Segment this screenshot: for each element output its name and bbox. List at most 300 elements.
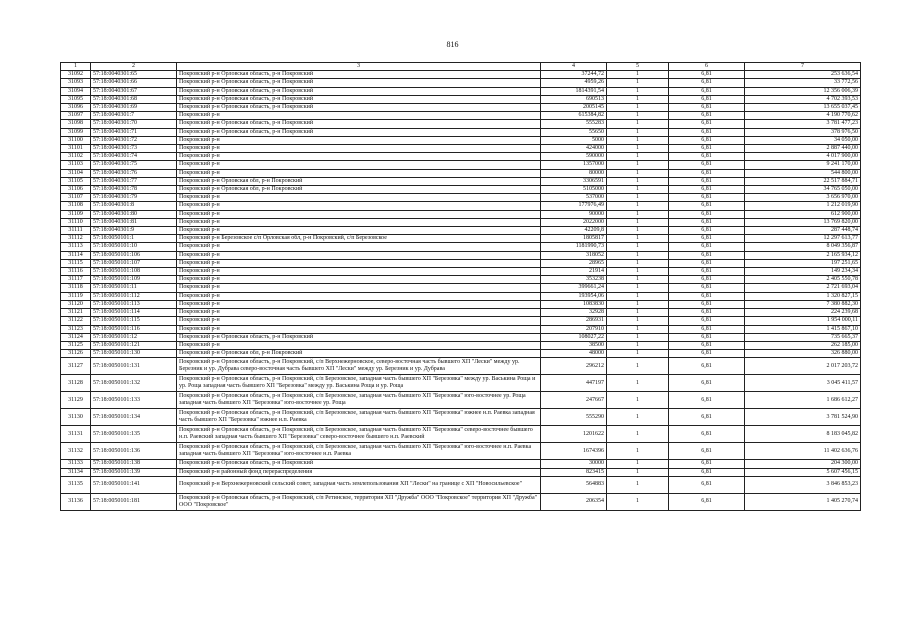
rate-cell: 6,81 xyxy=(669,136,745,144)
value-cell: 3 781 477,23 xyxy=(745,120,861,128)
rate-cell: 6,81 xyxy=(669,268,745,276)
location-cell: Покровский р-н Березовское с/п Орловская обл, р-н Покровский, с/п Березовское xyxy=(177,235,541,243)
count-cell: 1 xyxy=(607,392,669,409)
value-cell: 326 880,00 xyxy=(745,350,861,358)
area-cell: 80000 xyxy=(541,169,607,177)
cadastral-number-cell: 57:18:0040301:76 xyxy=(91,169,177,177)
table-row xyxy=(61,276,861,284)
location-cell: Покровский р-н xyxy=(177,194,541,202)
rate-cell: 6,81 xyxy=(669,392,745,409)
area-cell: 690513 xyxy=(541,95,607,103)
value-cell: 149 234,34 xyxy=(745,268,861,276)
area-cell: 32928 xyxy=(541,309,607,317)
row-number-cell: 31107 xyxy=(61,194,91,202)
area-cell: 590000 xyxy=(541,153,607,161)
cadastral-number-cell: 57:18:0050101:115 xyxy=(91,317,177,325)
value-cell: 3 045 411,57 xyxy=(745,375,861,392)
table-row xyxy=(61,128,861,136)
count-cell: 1 xyxy=(607,493,669,510)
area-cell: 37244,72 xyxy=(541,71,607,79)
area-cell: 1805817 xyxy=(541,235,607,243)
rate-cell: 6,81 xyxy=(669,358,745,375)
cadastral-number-cell: 57:18:0040301:70 xyxy=(91,120,177,128)
table-row xyxy=(61,341,861,349)
rate-cell: 6,81 xyxy=(669,243,745,251)
row-number-cell: 31105 xyxy=(61,177,91,185)
row-number-cell: 31112 xyxy=(61,235,91,243)
location-cell: Покровский р-н xyxy=(177,169,541,177)
area-cell: 3306591 xyxy=(541,177,607,185)
count-cell: 1 xyxy=(607,95,669,103)
row-number-cell: 31129 xyxy=(61,392,91,409)
cadastral-number-cell: 57:18:0040301:69 xyxy=(91,104,177,112)
row-number-cell: 31122 xyxy=(61,317,91,325)
table-row xyxy=(61,309,861,317)
table-row xyxy=(61,468,861,476)
value-cell: 4 017 900,00 xyxy=(745,153,861,161)
cadastral-number-cell: 57:18:0050101:109 xyxy=(91,276,177,284)
location-cell: Покровский р-н xyxy=(177,243,541,251)
location-cell: Покровский р-н Орловская область, р-н Покровский, с/п Березовское, западная часть бывшего ХП "Березовка" между ур. Васькина Роща и ур. Роща западная часть бывшего ХП "Березовка" между ур. Васькина Роща и ур. Роща xyxy=(177,375,541,392)
value-cell: 1 686 612,27 xyxy=(745,392,861,409)
row-number-cell: 31128 xyxy=(61,375,91,392)
location-cell: Покровский р-н xyxy=(177,276,541,284)
row-number-cell: 31131 xyxy=(61,426,91,443)
table-row xyxy=(61,426,861,443)
location-cell: Покровский р-н Орловская область, р-н Покровский, с/п Верхнежерновское, северо-восточная часть бывшего ХП "Лески" между ур. Березник и ур. Дубрава северо-восточная часть бывшего ХП "Лески" между ур. Березник и ур. Дубрава xyxy=(177,358,541,375)
area-cell: 55650 xyxy=(541,128,607,136)
count-cell: 1 xyxy=(607,227,669,235)
table-row xyxy=(61,79,861,87)
area-cell: 318052 xyxy=(541,251,607,259)
rate-cell: 6,81 xyxy=(669,460,745,468)
cadastral-number-cell: 57:18:0050101:114 xyxy=(91,309,177,317)
rate-cell: 6,81 xyxy=(669,104,745,112)
location-cell: Покровский р-н Орловская область, р-н Покровский, с/п Ретинское, территория ХП "Дружба" ООО "Покровское" территория ХП "Дружба" ООО "Покровское" xyxy=(177,493,541,510)
rate-cell: 6,81 xyxy=(669,325,745,333)
cadastral-number-cell: 57:18:0050101:107 xyxy=(91,259,177,267)
rate-cell: 6,81 xyxy=(669,128,745,136)
table-row xyxy=(61,460,861,468)
location-cell: Покровский р-н xyxy=(177,251,541,259)
row-number-cell: 31135 xyxy=(61,476,91,493)
location-cell: Покровский р-н xyxy=(177,309,541,317)
count-cell: 1 xyxy=(607,112,669,120)
count-cell: 1 xyxy=(607,350,669,358)
value-cell: 2 721 693,04 xyxy=(745,284,861,292)
rate-cell: 6,81 xyxy=(669,227,745,235)
cadastral-number-cell: 57:18:0050101:139 xyxy=(91,468,177,476)
area-cell: 447197 xyxy=(541,375,607,392)
cadastral-number-cell: 57:18:0040301:67 xyxy=(91,87,177,95)
count-cell: 1 xyxy=(607,79,669,87)
table-row xyxy=(61,87,861,95)
table-row xyxy=(61,243,861,251)
rate-cell: 6,81 xyxy=(669,468,745,476)
cadastral-number-cell: 57:18:0050101:141 xyxy=(91,476,177,493)
cadastral-number-cell: 57:18:0040301:71 xyxy=(91,128,177,136)
location-cell: Покровский р-н районный фонд перераспределения xyxy=(177,468,541,476)
location-cell: Покровский р-н xyxy=(177,341,541,349)
value-cell: 5 607 456,15 xyxy=(745,468,861,476)
row-number-cell: 31106 xyxy=(61,186,91,194)
cadastral-number-cell: 57:18:0040301:8 xyxy=(91,202,177,210)
cadastral-number-cell: 57:18:0050101:116 xyxy=(91,325,177,333)
value-cell: 8 049 356,87 xyxy=(745,243,861,251)
table-row xyxy=(61,259,861,267)
count-cell: 1 xyxy=(607,333,669,341)
count-cell: 1 xyxy=(607,136,669,144)
table-row xyxy=(61,375,861,392)
cadastral-number-cell: 57:18:0050101:131 xyxy=(91,358,177,375)
rate-cell: 6,81 xyxy=(669,292,745,300)
row-number-cell: 31123 xyxy=(61,325,91,333)
header-cell: 1 xyxy=(61,63,91,71)
location-cell: Покровский р-н xyxy=(177,325,541,333)
value-cell: 22 517 884,71 xyxy=(745,177,861,185)
area-cell: 28965 xyxy=(541,259,607,267)
cadastral-number-cell: 57:18:0040301:73 xyxy=(91,145,177,153)
value-cell: 3 781 524,90 xyxy=(745,409,861,426)
cadastral-number-cell: 57:18:0050101:132 xyxy=(91,375,177,392)
row-number-cell: 31099 xyxy=(61,128,91,136)
value-cell: 2 017 203,72 xyxy=(745,358,861,375)
rate-cell: 6,81 xyxy=(669,375,745,392)
rate-cell: 6,81 xyxy=(669,309,745,317)
rate-cell: 6,81 xyxy=(669,177,745,185)
rate-cell: 6,81 xyxy=(669,300,745,308)
row-number-cell: 31113 xyxy=(61,243,91,251)
area-cell: 21914 xyxy=(541,268,607,276)
area-cell: 823415 xyxy=(541,468,607,476)
location-cell: Покровский р-н xyxy=(177,268,541,276)
row-number-cell: 31130 xyxy=(61,409,91,426)
row-number-cell: 31098 xyxy=(61,120,91,128)
registry-table-wrap xyxy=(60,62,861,511)
value-cell: 11 402 636,76 xyxy=(745,443,861,460)
count-cell: 1 xyxy=(607,87,669,95)
value-cell: 1 212 019,90 xyxy=(745,202,861,210)
value-cell: 1 415 867,10 xyxy=(745,325,861,333)
table-row xyxy=(61,194,861,202)
area-cell: 296212 xyxy=(541,358,607,375)
value-cell: 2 887 440,00 xyxy=(745,145,861,153)
count-cell: 1 xyxy=(607,409,669,426)
header-cell: 5 xyxy=(607,63,669,71)
rate-cell: 6,81 xyxy=(669,71,745,79)
row-number-cell: 31117 xyxy=(61,276,91,284)
count-cell: 1 xyxy=(607,161,669,169)
area-cell: 42209,8 xyxy=(541,227,607,235)
count-cell: 1 xyxy=(607,309,669,317)
location-cell: Покровский р-н xyxy=(177,292,541,300)
cadastral-number-cell: 57:18:0040301:78 xyxy=(91,186,177,194)
rate-cell: 6,81 xyxy=(669,145,745,153)
row-number-cell: 31101 xyxy=(61,145,91,153)
rate-cell: 6,81 xyxy=(669,493,745,510)
count-cell: 1 xyxy=(607,460,669,468)
value-cell: 287 448,74 xyxy=(745,227,861,235)
row-number-cell: 31100 xyxy=(61,136,91,144)
cadastral-number-cell: 57:18:0050101:130 xyxy=(91,350,177,358)
row-number-cell: 31116 xyxy=(61,268,91,276)
area-cell: 207910 xyxy=(541,325,607,333)
location-cell: Покровский р-н Орловская область, р-н Покровский xyxy=(177,71,541,79)
cadastral-number-cell: 57:18:0040301:81 xyxy=(91,218,177,226)
table-row xyxy=(61,120,861,128)
table-row xyxy=(61,493,861,510)
area-cell: 5105000 xyxy=(541,186,607,194)
row-number-cell: 31094 xyxy=(61,87,91,95)
value-cell: 2 165 934,12 xyxy=(745,251,861,259)
table-row xyxy=(61,136,861,144)
area-cell: 108027,22 xyxy=(541,333,607,341)
count-cell: 1 xyxy=(607,268,669,276)
location-cell: Покровский р-н xyxy=(177,259,541,267)
area-cell: 2005145 xyxy=(541,104,607,112)
area-cell: 206354 xyxy=(541,493,607,510)
table-row xyxy=(61,218,861,226)
value-cell: 1 405 270,74 xyxy=(745,493,861,510)
location-cell: Покровский р-н xyxy=(177,218,541,226)
value-cell: 197 251,65 xyxy=(745,259,861,267)
row-number-cell: 31104 xyxy=(61,169,91,177)
value-cell: 262 185,00 xyxy=(745,341,861,349)
cadastral-number-cell: 57:18:0050101:112 xyxy=(91,292,177,300)
table-row xyxy=(61,333,861,341)
location-cell: Покровский р-н xyxy=(177,161,541,169)
count-cell: 1 xyxy=(607,194,669,202)
cadastral-number-cell: 57:18:0050101:136 xyxy=(91,443,177,460)
row-number-cell: 31136 xyxy=(61,493,91,510)
row-number-cell: 31114 xyxy=(61,251,91,259)
header-cell: 6 xyxy=(669,63,745,71)
location-cell: Покровский р-н Орловская область, р-н Покровский xyxy=(177,120,541,128)
table-row xyxy=(61,409,861,426)
area-cell: 615384,82 xyxy=(541,112,607,120)
cadastral-number-cell: 57:18:0040301:75 xyxy=(91,161,177,169)
location-cell: Покровский р-н xyxy=(177,153,541,161)
rate-cell: 6,81 xyxy=(669,169,745,177)
rate-cell: 6,81 xyxy=(669,112,745,120)
count-cell: 1 xyxy=(607,276,669,284)
table-row xyxy=(61,476,861,493)
area-cell: 2022000 xyxy=(541,218,607,226)
count-cell: 1 xyxy=(607,468,669,476)
rate-cell: 6,81 xyxy=(669,443,745,460)
value-cell: 4 190 770,62 xyxy=(745,112,861,120)
area-cell: 1181990,73 xyxy=(541,243,607,251)
location-cell: Покровский р-н Орловская обл, р-н Покровский xyxy=(177,177,541,185)
rate-cell: 6,81 xyxy=(669,210,745,218)
count-cell: 1 xyxy=(607,292,669,300)
area-cell: 193954,06 xyxy=(541,292,607,300)
rate-cell: 6,81 xyxy=(669,79,745,87)
cadastral-number-cell: 57:18:0040301:9 xyxy=(91,227,177,235)
table-row xyxy=(61,145,861,153)
area-cell: 177976,49 xyxy=(541,202,607,210)
location-cell: Покровский р-н xyxy=(177,300,541,308)
value-cell: 253 636,54 xyxy=(745,71,861,79)
area-cell: 286931 xyxy=(541,317,607,325)
cadastral-number-cell: 57:18:0050101:133 xyxy=(91,392,177,409)
row-number-cell: 31118 xyxy=(61,284,91,292)
rate-cell: 6,81 xyxy=(669,251,745,259)
rate-cell: 6,81 xyxy=(669,95,745,103)
count-cell: 1 xyxy=(607,186,669,194)
table-row xyxy=(61,202,861,210)
rate-cell: 6,81 xyxy=(669,350,745,358)
area-cell: 30000 xyxy=(541,460,607,468)
rate-cell: 6,81 xyxy=(669,202,745,210)
cadastral-number-cell: 57:18:0040301:79 xyxy=(91,194,177,202)
area-cell: 90000 xyxy=(541,210,607,218)
table-row xyxy=(61,177,861,185)
rate-cell: 6,81 xyxy=(669,153,745,161)
row-number-cell: 31125 xyxy=(61,341,91,349)
header-cell: 7 xyxy=(745,63,861,71)
area-cell: 48000 xyxy=(541,350,607,358)
rate-cell: 6,81 xyxy=(669,194,745,202)
count-cell: 1 xyxy=(607,218,669,226)
value-cell: 3 846 853,23 xyxy=(745,476,861,493)
count-cell: 1 xyxy=(607,153,669,161)
count-cell: 1 xyxy=(607,325,669,333)
cadastral-number-cell: 57:18:0050101:121 xyxy=(91,341,177,349)
table-row xyxy=(61,235,861,243)
count-cell: 1 xyxy=(607,284,669,292)
count-cell: 1 xyxy=(607,128,669,136)
row-number-cell: 31103 xyxy=(61,161,91,169)
count-cell: 1 xyxy=(607,202,669,210)
table-row xyxy=(61,300,861,308)
area-cell: 353238 xyxy=(541,276,607,284)
cadastral-number-cell: 57:18:0050101:12 xyxy=(91,333,177,341)
cadastral-number-cell: 57:18:0050101:106 xyxy=(91,251,177,259)
registry-table xyxy=(60,62,861,511)
header-cell: 2 xyxy=(91,63,177,71)
location-cell: Покровский р-н Орловская область, р-н Покровский xyxy=(177,87,541,95)
row-number-cell: 31127 xyxy=(61,358,91,375)
row-number-cell: 31134 xyxy=(61,468,91,476)
location-cell: Покровский р-н xyxy=(177,136,541,144)
location-cell: Покровский р-н xyxy=(177,317,541,325)
table-body xyxy=(61,71,861,511)
rate-cell: 6,81 xyxy=(669,276,745,284)
table-row xyxy=(61,71,861,79)
rate-cell: 6,81 xyxy=(669,476,745,493)
location-cell: Покровский р-н xyxy=(177,112,541,120)
row-number-cell: 31102 xyxy=(61,153,91,161)
value-cell: 9 241 170,00 xyxy=(745,161,861,169)
row-number-cell: 31108 xyxy=(61,202,91,210)
value-cell: 13 769 820,00 xyxy=(745,218,861,226)
value-cell: 12 297 613,77 xyxy=(745,235,861,243)
row-number-cell: 31133 xyxy=(61,460,91,468)
row-number-cell: 31124 xyxy=(61,333,91,341)
cadastral-number-cell: 57:18:0050101:134 xyxy=(91,409,177,426)
location-cell: Покровский р-н Орловская область, р-н Покровский, с/п Березовское, западная часть бывшего ХП "Березовка" юго-восточнее ур. Роща западная часть бывшего ХП "Березовка" юго-восточнее ур. Роща xyxy=(177,392,541,409)
location-cell: Покровский р-н Орловская область, р-н Покровский xyxy=(177,79,541,87)
location-cell: Покровский р-н Орловская обл, р-н Покровский xyxy=(177,186,541,194)
cadastral-number-cell: 57:18:0040301:7 xyxy=(91,112,177,120)
row-number-cell: 31119 xyxy=(61,292,91,300)
cadastral-number-cell: 57:18:0050101:113 xyxy=(91,300,177,308)
table-row xyxy=(61,317,861,325)
value-cell: 378 976,50 xyxy=(745,128,861,136)
row-number-cell: 31095 xyxy=(61,95,91,103)
value-cell: 544 800,00 xyxy=(745,169,861,177)
area-cell: 424000 xyxy=(541,145,607,153)
table-row xyxy=(61,161,861,169)
table-row xyxy=(61,358,861,375)
page-number: 816 xyxy=(446,40,459,49)
table-row xyxy=(61,284,861,292)
table-row xyxy=(61,227,861,235)
value-cell: 1 954 000,11 xyxy=(745,317,861,325)
count-cell: 1 xyxy=(607,341,669,349)
count-cell: 1 xyxy=(607,235,669,243)
cadastral-number-cell: 57:18:0050101:135 xyxy=(91,426,177,443)
rate-cell: 6,81 xyxy=(669,409,745,426)
value-cell: 612 900,00 xyxy=(745,210,861,218)
count-cell: 1 xyxy=(607,443,669,460)
value-cell: 13 655 037,45 xyxy=(745,104,861,112)
value-cell: 33 772,56 xyxy=(745,79,861,87)
cadastral-number-cell: 57:18:0040301:74 xyxy=(91,153,177,161)
location-cell: Покровский р-н Орловская обл, р-н Покровский xyxy=(177,350,541,358)
rate-cell: 6,81 xyxy=(669,333,745,341)
rate-cell: 6,81 xyxy=(669,426,745,443)
cadastral-number-cell: 57:18:0050101:138 xyxy=(91,460,177,468)
table-row xyxy=(61,325,861,333)
table-row xyxy=(61,251,861,259)
cadastral-number-cell: 57:18:0040301:65 xyxy=(91,71,177,79)
value-cell: 735 665,37 xyxy=(745,333,861,341)
location-cell: Покровский р-н xyxy=(177,145,541,153)
cadastral-number-cell: 57:18:0050101:10 xyxy=(91,243,177,251)
value-cell: 7 380 882,30 xyxy=(745,300,861,308)
location-cell: Покровский р-н Орловская область, р-н Покровский, с/п Березовское, западная часть бывшего ХП "Березовка" юго-восточнее н.п. Раевка западная часть бывшего ХП "Березовка" юго-восточнее н.п. Раевка xyxy=(177,443,541,460)
rate-cell: 6,81 xyxy=(669,161,745,169)
location-cell: Покровский р-н Орловская область, р-н Покровский xyxy=(177,333,541,341)
table-row xyxy=(61,95,861,103)
header-cell: 3 xyxy=(177,63,541,71)
table-row xyxy=(61,350,861,358)
cadastral-number-cell: 57:18:0040301:72 xyxy=(91,136,177,144)
header-row xyxy=(61,63,861,71)
table-row xyxy=(61,268,861,276)
table-row xyxy=(61,443,861,460)
value-cell: 8 183 045,82 xyxy=(745,426,861,443)
value-cell: 34 765 050,00 xyxy=(745,186,861,194)
location-cell: Покровский р-н Верхнежерновский сельский совет, западная часть землепользования ХП "Лески" на границе с ХП "Новосильевское" xyxy=(177,476,541,493)
cadastral-number-cell: 57:18:0050101:181 xyxy=(91,493,177,510)
count-cell: 1 xyxy=(607,317,669,325)
area-cell: 1083830 xyxy=(541,300,607,308)
rate-cell: 6,81 xyxy=(669,259,745,267)
row-number-cell: 31120 xyxy=(61,300,91,308)
count-cell: 1 xyxy=(607,426,669,443)
row-number-cell: 31109 xyxy=(61,210,91,218)
row-number-cell: 31097 xyxy=(61,112,91,120)
rate-cell: 6,81 xyxy=(669,87,745,95)
cadastral-number-cell: 57:18:0040301:68 xyxy=(91,95,177,103)
cadastral-number-cell: 57:18:0040301:66 xyxy=(91,79,177,87)
area-cell: 38500 xyxy=(541,341,607,349)
table-row xyxy=(61,104,861,112)
location-cell: Покровский р-н Орловская область, р-н Покровский xyxy=(177,460,541,468)
